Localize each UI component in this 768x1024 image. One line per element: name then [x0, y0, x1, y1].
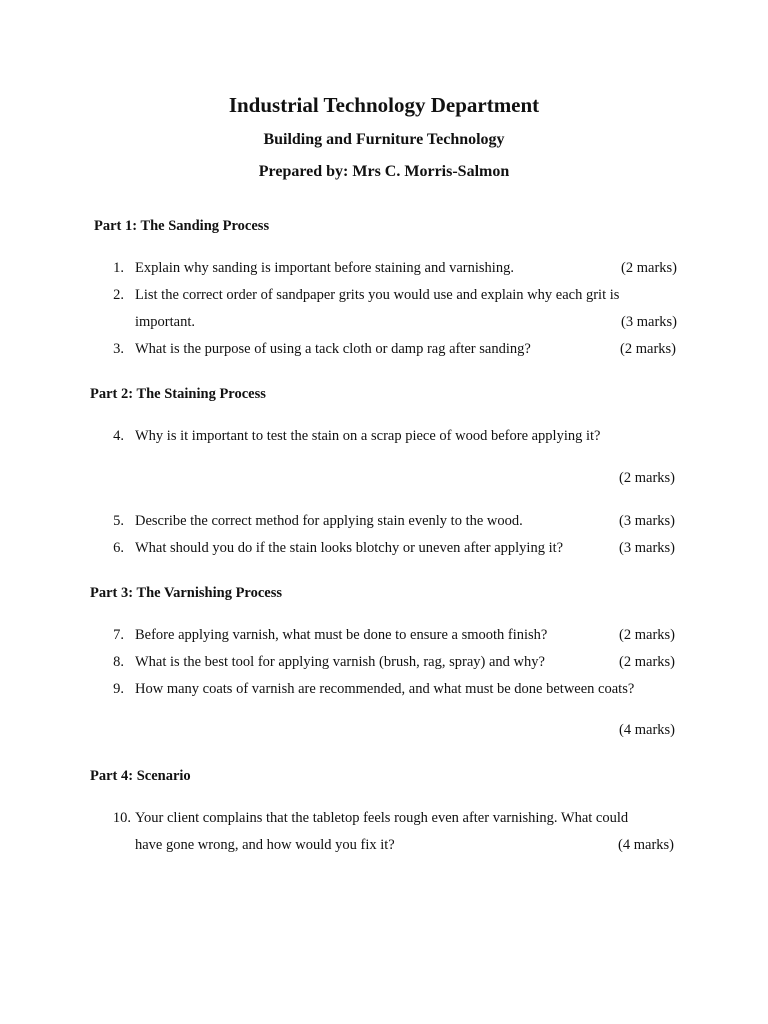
part-4-heading: Part 4: Scenario: [90, 768, 191, 784]
question-2-text-line-1: List the correct order of sandpaper grits you would use and explain why each grit is: [135, 287, 620, 303]
question-7-marks: (2 marks): [619, 627, 675, 643]
question-6-marks: (3 marks): [619, 540, 675, 556]
question-9-number: 9.: [113, 681, 124, 697]
question-1-number: 1.: [113, 260, 124, 276]
question-8-number: 8.: [113, 654, 124, 670]
question-5-number: 5.: [113, 513, 124, 529]
part-1-heading: Part 1: The Sanding Process: [94, 218, 270, 234]
question-3-marks: (2 marks): [620, 341, 676, 357]
question-3-number: 3.: [113, 341, 124, 357]
question-7-number: 7.: [113, 627, 124, 643]
question-6-text: What should you do if the stain looks blotchy or uneven after applying it?: [135, 540, 564, 556]
question-2-number: 2.: [113, 287, 124, 303]
question-8-marks: (2 marks): [619, 654, 675, 670]
prepared-by: Prepared by: Mrs C. Morris-Salmon: [258, 163, 510, 180]
question-10-number: 10.: [112, 810, 131, 826]
question-10-text-line-1: Your client complains that the tabletop feels rough even after varnishing. What could: [135, 810, 629, 826]
question-1-text: Explain why sanding is important before staining and varnishing.: [135, 260, 514, 276]
question-5-marks: (3 marks): [619, 513, 675, 529]
question-4-marks: (2 marks): [619, 470, 675, 486]
question-2-text-line-2: important.: [135, 314, 196, 330]
question-2-marks: (3 marks): [621, 314, 677, 330]
question-9-text: How many coats of varnish are recommended, and what must be done between coats?: [135, 681, 635, 697]
question-4-number: 4.: [113, 428, 124, 444]
part-2-heading: Part 2: The Staining Process: [90, 386, 266, 402]
question-3-text: What is the purpose of using a tack cloth or damp rag after sanding?: [135, 341, 531, 357]
part-3-heading: Part 3: The Varnishing Process: [90, 585, 283, 601]
department-title: Industrial Technology Department: [228, 93, 540, 117]
course-subtitle: Building and Furniture Technology: [263, 131, 505, 148]
question-5-text: Describe the correct method for applying stain evenly to the wood.: [135, 513, 523, 529]
question-8-text: What is the best tool for applying varnish (brush, rag, spray) and why?: [135, 654, 545, 670]
question-10-text-line-2: have gone wrong, and how would you fix it?: [135, 837, 395, 853]
question-9-marks: (4 marks): [619, 722, 675, 738]
question-4-text: Why is it important to test the stain on a scrap piece of wood before applying it?: [135, 428, 601, 444]
question-10-marks: (4 marks): [618, 837, 674, 853]
question-7-text: Before applying varnish, what must be done to ensure a smooth finish?: [135, 627, 548, 643]
question-1-marks: (2 marks): [621, 260, 677, 276]
question-6-number: 6.: [113, 540, 124, 556]
